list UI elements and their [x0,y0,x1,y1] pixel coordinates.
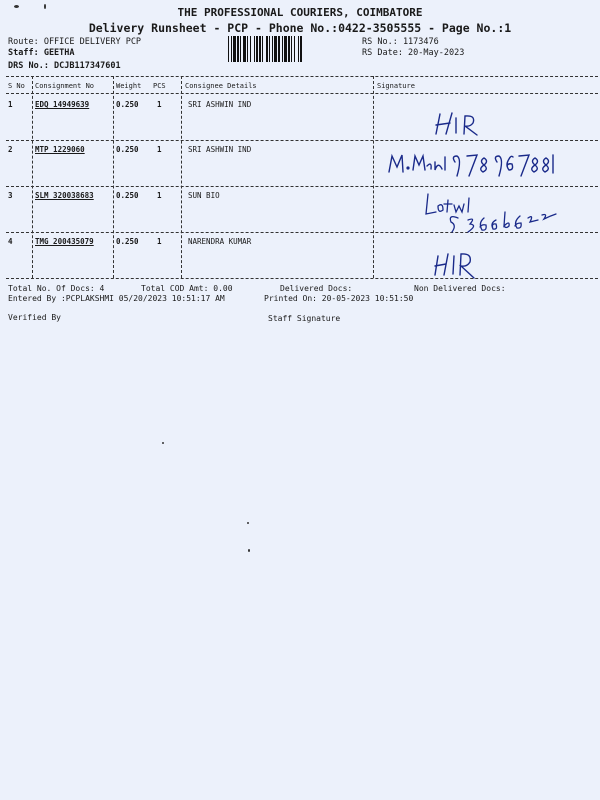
table-bottom-divider [6,278,598,279]
column-divider [113,76,114,278]
delivered-docs: Delivered Docs: [280,284,353,293]
row-weight: 0.250 [116,100,139,109]
column-header-consignee: Consignee Details [185,82,257,90]
column-header-consignment: Consignment No [35,82,95,90]
route-label: Route: OFFICE DELIVERY PCP [8,37,142,47]
row-consignment: TMG 200435079 [35,237,94,246]
row-consignment: SLM 320038683 [35,191,94,200]
handwritten-signature [420,190,560,236]
row-weight: 0.250 [116,145,139,154]
row-consignee: NARENDRA KUMAR [188,237,252,246]
row-weight: 0.250 [116,191,139,200]
row-pcs: 1 [157,145,162,154]
table-header-divider [6,93,598,94]
non-delivered-docs: Non Delivered Docs: [414,284,506,293]
barcode-icon [228,36,356,62]
company-title: THE PROFESSIONAL COURIERS, COIMBATORE [177,6,423,19]
table-top-divider [6,76,598,77]
row-sno: 3 [8,191,13,200]
row-consignee: SRI ASHWIN IND [188,145,252,154]
row-pcs: 1 [157,191,162,200]
row-sno: 1 [8,100,13,109]
printed-on: Printed On: 20-05-2023 10:51:50 [264,294,414,303]
column-divider [181,76,182,278]
column-header-pcs: PCS [153,82,166,90]
rs-date: RS Date: 20-May-2023 [362,48,465,58]
runsheet-subtitle: Delivery Runsheet - PCP - Phone No.:0422-3505555 - Page No.:1 [88,21,512,35]
row-pcs: 1 [157,100,162,109]
scan-speck [44,4,46,9]
column-header-signature: Signature [377,82,415,90]
drs-number: DRS No.: DCJB117347601 [8,61,121,71]
row-consignee: SUN BIO [188,191,220,200]
column-header-sno: S No [8,82,25,90]
total-cod-amount: Total COD Amt: 0.00 [141,284,233,293]
row-consignment: EDQ 14949639 [35,100,90,109]
rs-number: RS No.: 1173476 [362,37,439,47]
total-docs: Total No. Of Docs: 4 [8,284,105,293]
column-divider [373,76,374,278]
row-consignment: MTP 1229060 [35,145,85,154]
row-weight: 0.250 [116,237,139,246]
row-divider [6,186,598,187]
scan-speck [247,522,249,524]
scan-speck [14,5,19,8]
row-consignee: SRI ASHWIN IND [188,100,252,109]
entered-by: Entered By :PCPLAKSHMI 05/20/2023 10:51:17 AM [8,294,225,303]
scan-speck [162,442,164,444]
verified-by-label: Verified By [8,313,61,322]
row-sno: 4 [8,237,13,246]
scan-speck [248,549,250,552]
staff-label: Staff: GEETHA [8,48,75,58]
staff-signature-label: Staff Signature [268,314,341,323]
row-pcs: 1 [157,237,162,246]
column-divider [32,76,33,278]
row-divider [6,140,598,141]
handwritten-signature [430,110,490,138]
handwritten-signature [385,148,555,180]
handwritten-signature [428,250,488,280]
row-sno: 2 [8,145,13,154]
column-header-weight: Weight [116,82,142,90]
